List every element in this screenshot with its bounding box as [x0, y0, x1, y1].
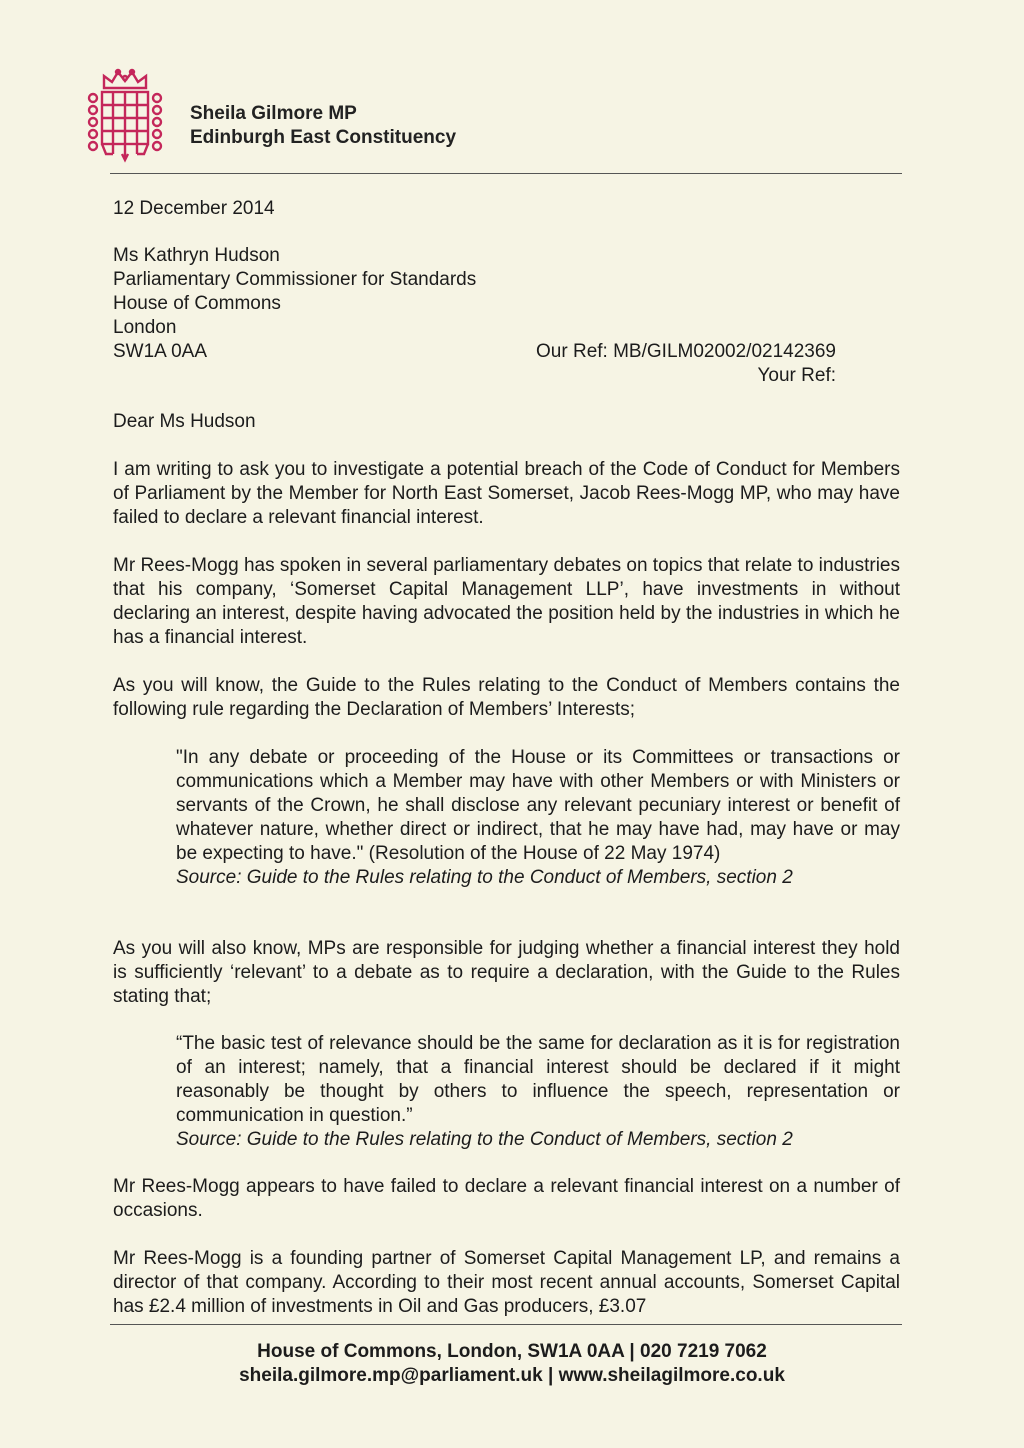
body-paragraph: I am writing to ask you to investigate a potential breach of the Code of Conduct for Members of Parliament by the Member for North East Somerset, Jacob Rees-Mogg MP, who may have failed to declare a relevant financial interest.: [113, 459, 900, 528]
address-line: House of Commons: [113, 293, 281, 314]
our-reference: Our Ref: MB/GILM02002/02142369: [536, 341, 836, 362]
salutation: Dear Ms Hudson: [113, 411, 256, 432]
body-paragraph: As you will know, the Guide to the Rules relating to the Conduct of Members contains the following rule regarding the Declaration of Members’ Interests;: [113, 675, 900, 720]
footer-contact: sheila.gilmore.mp@parliament.uk | www.sheilagilmore.co.uk: [239, 1365, 785, 1386]
quote-text: "In any debate or proceeding of the House or its Committees or transactions or communications which a Member may have with other Members or with Ministers or servants of the Crown, he shall disclose any relevant pecuniary interest or benefit of whatever nature, whether direct or indirect, that he may have had, may have or may be expecting to have." (Resolution of the House of 22 May 1974): [176, 747, 900, 864]
your-reference: Your Ref:: [757, 365, 836, 386]
body-paragraph: Mr Rees-Mogg appears to have failed to declare a relevant financial interest on a number of occasions.: [113, 1176, 900, 1221]
body-paragraph: As you will also know, MPs are responsible for judging whether a financial interest they hold is sufficiently ‘relevant’ to a debate as to require a declaration, with the Guide to the Rules stating that;: [113, 938, 900, 1007]
body-paragraph: Mr Rees-Mogg is a founding partner of Somerset Capital Management LP, and remains a director of that company. According to their most recent annual accounts, Somerset Capital has £2.4 million of investments in Oil and Gas producers, £3.07: [113, 1248, 900, 1317]
body-paragraph: Mr Rees-Mogg has spoken in several parliamentary debates on topics that relate to industries that his company, ‘Somerset Capital Management LLP’, have investments in without declaring an interest, despite having advocated the position held by the industries in which he has a financial interest.: [113, 555, 900, 648]
constituency-name: Edinburgh East Constituency: [190, 127, 457, 148]
mp-name: Sheila Gilmore MP: [190, 103, 357, 124]
address-line: Parliamentary Commissioner for Standards: [113, 269, 477, 290]
letter-date: 12 December 2014: [113, 198, 275, 219]
reference-block: [536, 340, 836, 388]
address-line: Ms Kathryn Hudson: [113, 245, 280, 266]
block-quote: [176, 1032, 900, 1152]
header-divider: [110, 173, 902, 174]
footer-address: House of Commons, London, SW1A 0AA | 020 7219 7062: [257, 1341, 767, 1362]
block-quote: [176, 746, 900, 890]
quote-source: Source: Guide to the Rules relating to the Conduct of Members, section 2: [176, 1129, 793, 1150]
letterhead: [84, 68, 904, 168]
quote-source: Source: Guide to the Rules relating to the Conduct of Members, section 2: [176, 867, 793, 888]
address-line: SW1A 0AA: [113, 341, 207, 362]
address-line: London: [113, 317, 177, 338]
footer-divider: [110, 1324, 902, 1325]
quote-text: “The basic test of relevance should be the same for declaration as it is for registration of an interest; namely, that a financial interest should be declared if it might reasonably be thought by others to influence the speech, representation or communication in question.”: [176, 1033, 900, 1126]
portcullis-icon: [84, 68, 166, 164]
